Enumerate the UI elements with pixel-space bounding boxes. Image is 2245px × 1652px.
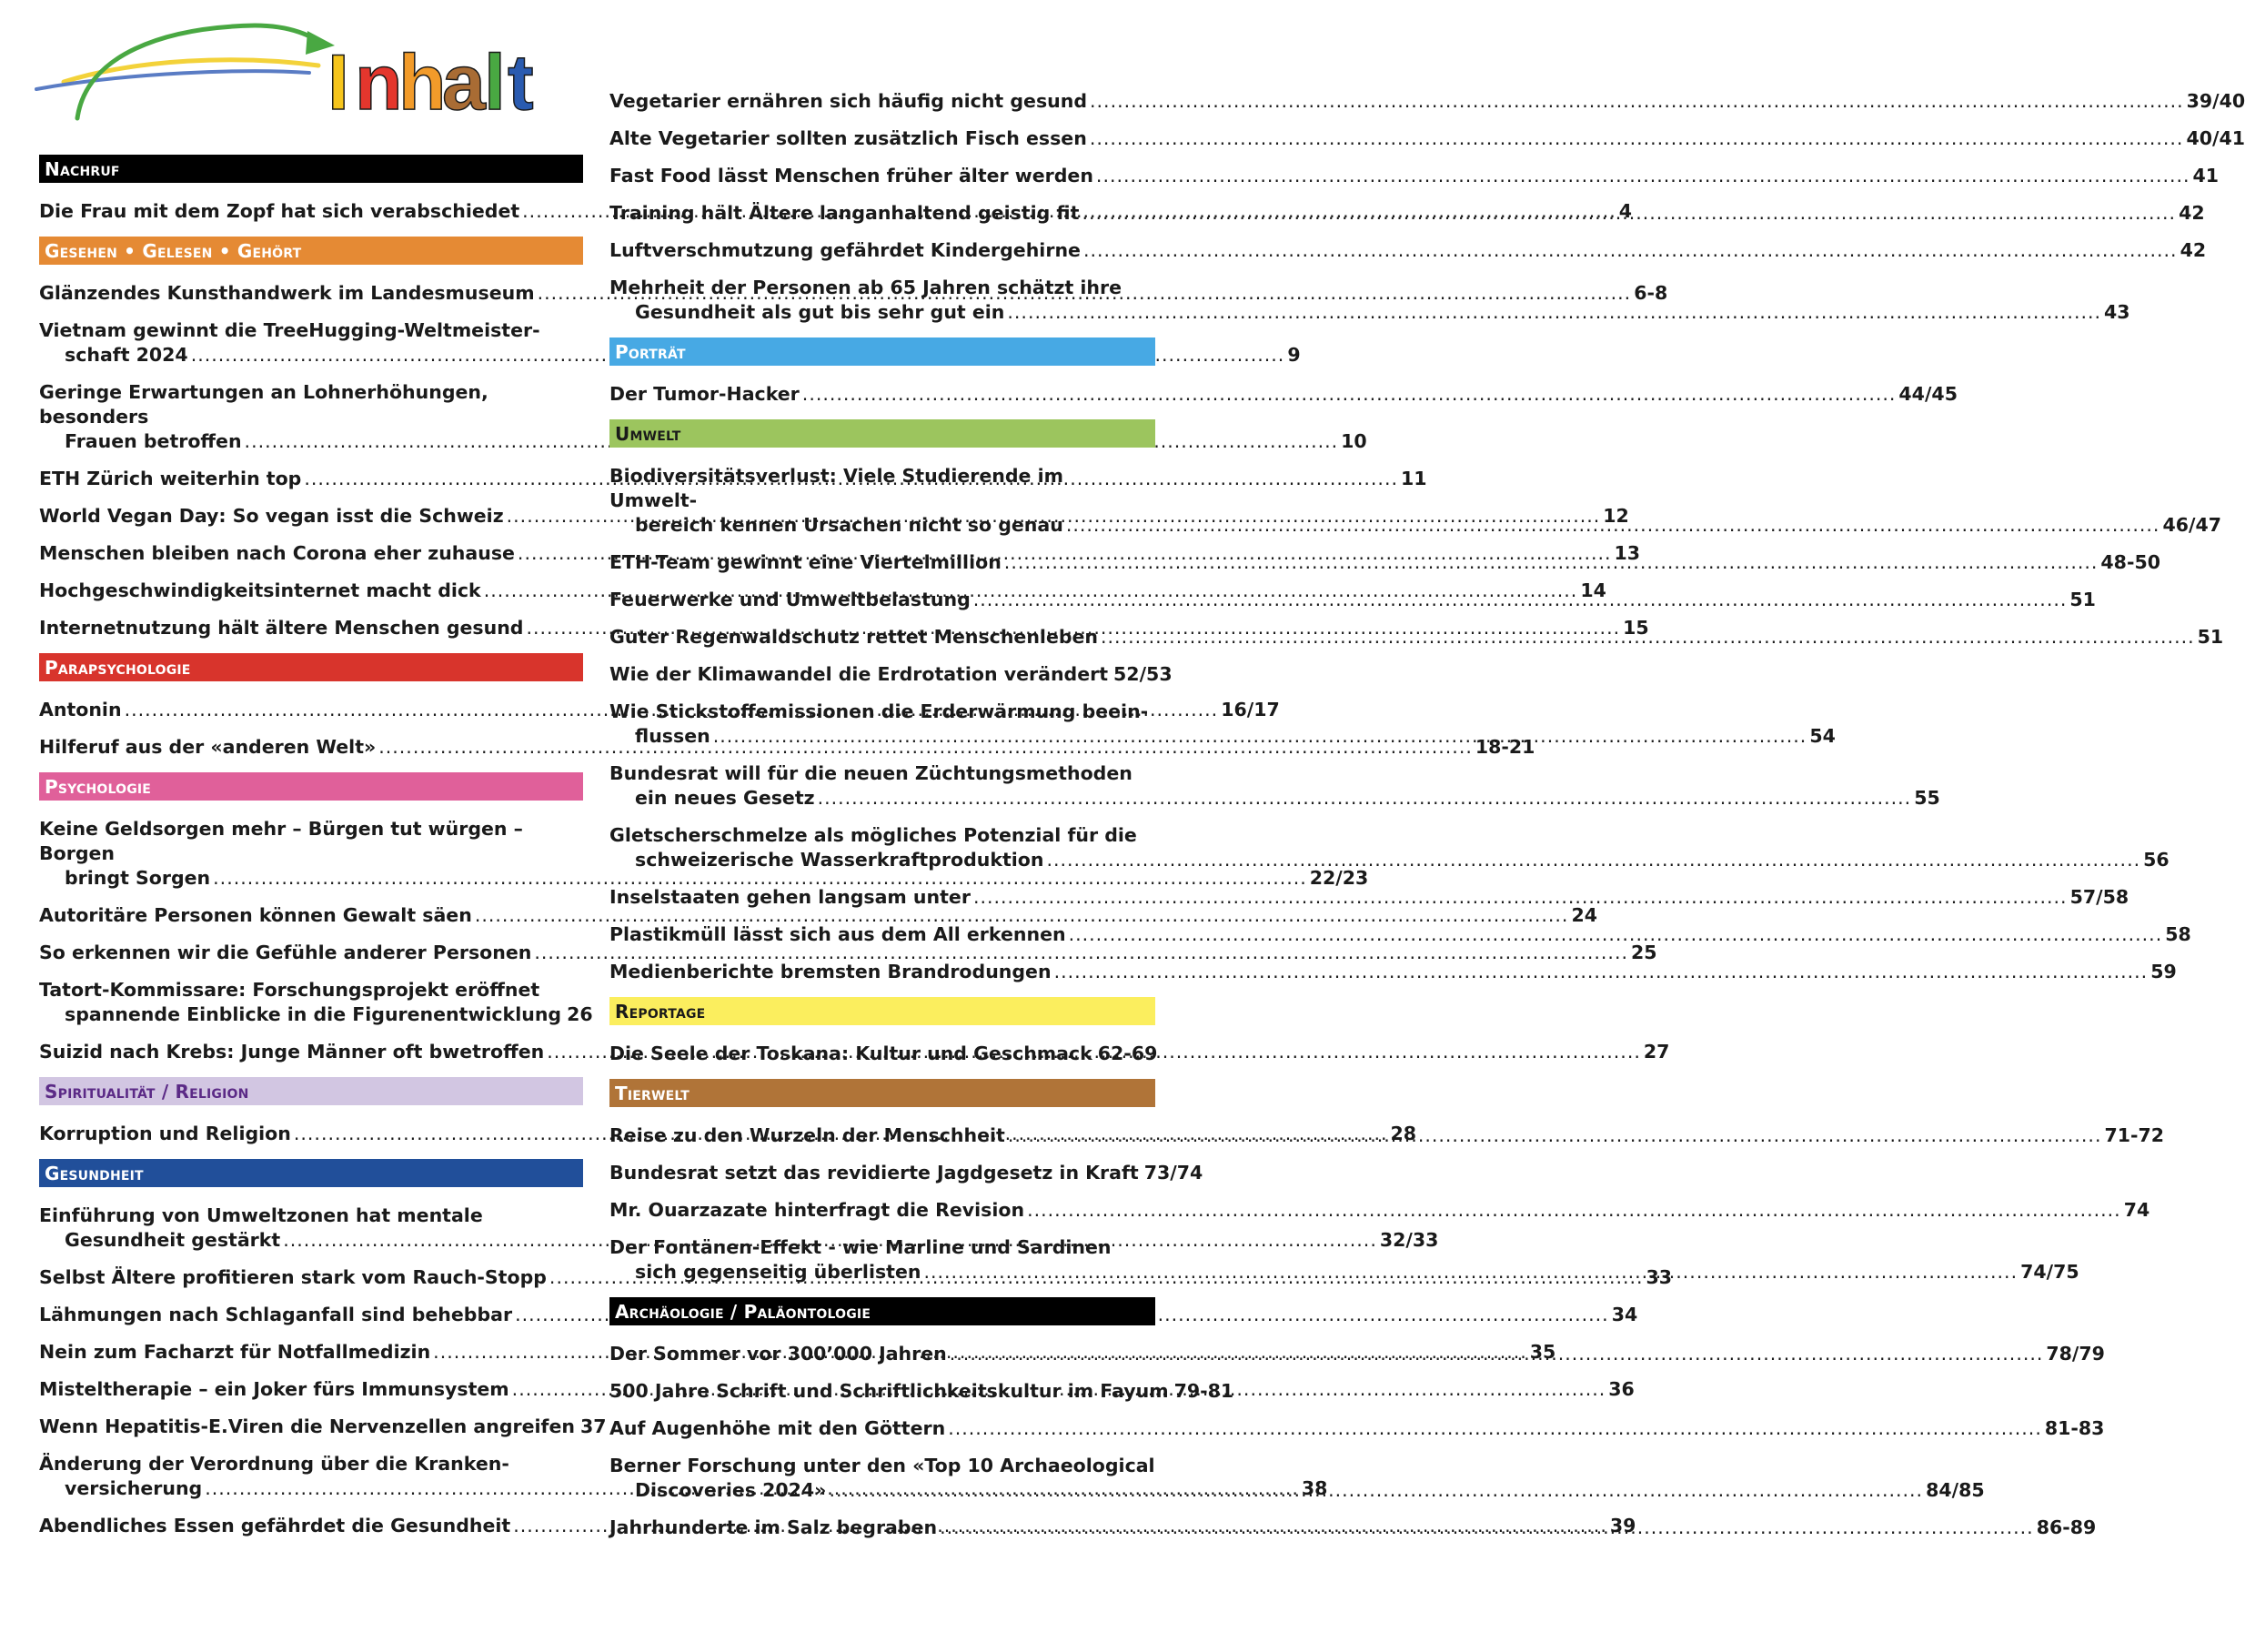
logo-letter-t: t [508, 39, 534, 126]
entry-title: Wie der Klimawandel die Erdrotation verändert [609, 663, 1109, 685]
entry-title: Antonin [39, 699, 122, 720]
entry-title: Inselstaaten gehen langsam unter [609, 886, 971, 908]
entry-page-number: 51 [2069, 589, 2096, 610]
toc-entry[interactable] [609, 1198, 2150, 1223]
entry-page-number: 11 [1400, 468, 1427, 489]
inhalt-logo [27, 18, 573, 127]
entry-title: Wenn Hepatitis-E.Viren die Nervenzellen angreifen [39, 1415, 575, 1437]
entry-title-line1: Änderung der Verordnung über die Kranken- [39, 1453, 509, 1475]
entry-page-number: 54 [1809, 725, 1836, 747]
entry-title: Autoritäre Personen können Gewalt säen [39, 904, 472, 926]
entry-title: Gesundheit als gut bis sehr gut ein [635, 301, 1005, 323]
entry-title: Luftverschmutzung gefährdet Kindergehirne [609, 239, 1081, 261]
toc-entry[interactable] [609, 662, 1173, 687]
entry-page-number: 55 [1914, 787, 1940, 809]
entry-page-number: 74/75 [2020, 1261, 2079, 1283]
entry-page-number: 24 [1571, 904, 1597, 926]
toc-entry[interactable] [609, 922, 2191, 947]
section-heading: Reportage [609, 997, 1155, 1025]
entry-page-number: 9 [1287, 344, 1301, 366]
entry-page-number: 22/23 [1309, 867, 1369, 889]
toc-entry[interactable] [609, 1379, 1234, 1404]
entry-title: Vegetarier ernähren sich häufig nicht gesund [609, 90, 1088, 112]
entry-page-number: 52/53 [1113, 663, 1173, 685]
entry-page-number: 15 [1623, 617, 1649, 639]
entry-page-number: 33 [1646, 1266, 1673, 1288]
entry-title: Gesundheit gestärkt [65, 1229, 281, 1251]
entry-title-line1: Biodiversitätsverlust: Viele Studierende im Umwelt- [609, 465, 1063, 511]
entry-page-number: 35 [1529, 1341, 1556, 1363]
dot-leader [923, 1260, 2018, 1284]
entry-title: Jahrhunderte im Salz begraben [609, 1516, 938, 1538]
dot-leader [1046, 848, 2140, 872]
toc-entry[interactable] [609, 761, 1940, 811]
entry-page-number: 81-83 [2044, 1417, 2105, 1439]
entry-title-line1: Gletscherschmelze als mögliches Potenzial für die [609, 824, 1137, 846]
entry-page-number: 71-72 [2104, 1124, 2165, 1146]
entry-title: Nein zum Facharzt für Notfallmedizin [39, 1341, 431, 1363]
entry-title: Menschen bleiben nach Corona eher zuhause [39, 542, 515, 564]
entry-page-number: 34 [1611, 1304, 1638, 1325]
entry-page-number: 32/33 [1379, 1229, 1439, 1251]
dot-leader [1083, 238, 2178, 263]
entry-page-number: 4 [1618, 200, 1633, 222]
entry-title: Medienberichte bremsten Brandrodungen [609, 961, 1052, 982]
entry-title-line1: Berner Forschung unter den «Top 10 Archaeological [609, 1455, 1155, 1476]
entry-page-number: 10 [1341, 430, 1367, 452]
entry-page-number: 37 [579, 1415, 607, 1437]
entry-page-number: 78/79 [2046, 1343, 2105, 1365]
entry-page-number: 39 [1609, 1515, 1636, 1536]
toc-entry[interactable] [609, 164, 2220, 188]
entry-page-number: 26 [567, 1003, 593, 1025]
entry-page-number: 28 [1390, 1123, 1417, 1144]
entry-title: Hilferuf aus der «anderen Welt» [39, 736, 377, 758]
dot-leader [948, 1416, 2042, 1441]
dot-leader [1090, 126, 2184, 151]
entry-title: schaft 2024 [65, 344, 188, 366]
entry-title: Lähmungen nach Schlaganfall sind behebbar [39, 1304, 513, 1325]
entry-title: Feuerwerke und Umweltbelastung [609, 589, 971, 610]
entry-page-number: 39/40 [2186, 90, 2245, 112]
entry-title: sich gegenseitig überlisten [635, 1261, 921, 1283]
toc-entry[interactable] [39, 1415, 607, 1439]
toc-entry[interactable] [609, 885, 2129, 910]
entry-page-number: 58 [2165, 923, 2191, 945]
entry-page-number: 12 [1603, 505, 1629, 527]
entry-title-line1: Mehrheit der Personen ab 65 Jahren schätzt ihre [609, 277, 1122, 298]
toc-entry[interactable] [609, 1416, 2105, 1441]
entry-title-line1: Tatort-Kommissare: Forschungsprojekt eröffnet [39, 979, 540, 1001]
dot-leader [1096, 164, 2190, 188]
entry-title: Mr. Ouarzazate hinterfragt die Revision [609, 1199, 1025, 1221]
toc-entry[interactable] [609, 823, 2169, 872]
toc-entry[interactable] [609, 201, 2205, 226]
dot-leader [802, 382, 1897, 407]
entry-title: Hochgeschwindigkeitsinternet macht dick [39, 579, 481, 601]
logo-letter-n: n [355, 39, 403, 126]
entry-page-number: 13 [1614, 542, 1641, 564]
entry-page-number: 73/74 [1143, 1162, 1203, 1184]
logo-letter-h: h [398, 39, 447, 126]
entry-title: So erkennen wir die Gefühle anderer Personen [39, 942, 532, 963]
dot-leader [1066, 513, 2160, 538]
entry-page-number: 48-50 [2100, 551, 2160, 573]
entry-title-line1: Keine Geldsorgen mehr – Bürgen tut würgen – Borgen [39, 818, 523, 864]
entry-page-number: 16/17 [1221, 699, 1280, 720]
entry-page-number: 51 [2197, 626, 2224, 648]
section-heading: Psychologie [39, 772, 583, 801]
entry-title-line1: Der Fontänen-Effekt - wie Marline und Sardinen [609, 1236, 1112, 1258]
entry-title: Training hält Ältere langanhaltend geistig fit [609, 202, 1080, 224]
toc-entry[interactable] [39, 978, 593, 1027]
toc-entry[interactable] [609, 382, 1958, 407]
entry-page-number: 40/41 [2186, 127, 2245, 149]
entry-title: bringt Sorgen [65, 867, 211, 889]
toc-entry[interactable] [39, 941, 1657, 965]
dot-leader [713, 724, 1807, 749]
entry-title: World Vegan Day: So vegan isst die Schweiz [39, 505, 504, 527]
logo-letter-a: a [442, 39, 486, 126]
section-heading: Nachruf [39, 155, 583, 183]
entry-page-number: 42 [2180, 239, 2207, 261]
entry-title: ETH Zürich weiterhin top [39, 468, 302, 489]
toc-section-reportage [609, 997, 1158, 1066]
entry-page-number: 56 [2143, 849, 2169, 871]
entry-title: Bundesrat setzt das revidierte Jagdgesetz in Kraft [609, 1162, 1139, 1184]
entry-title: bereich kennen Ursachen nicht so genau [635, 514, 1063, 536]
entry-title: 500 Jahre Schrift und Schriftlichkeitskultur im Fayum [609, 1380, 1169, 1402]
entry-title: ETH-Team gewinnt eine Viertelmillion [609, 551, 1002, 573]
dot-leader [829, 1478, 1923, 1503]
entry-title: schweizerische Wasserkraftproduktion [635, 849, 1044, 871]
entry-page-number: 84/85 [1926, 1479, 1985, 1501]
entry-title: Korruption und Religion [39, 1123, 291, 1144]
entry-title-line1: Einführung von Umweltzonen hat mentale [39, 1204, 483, 1226]
section-heading: Spiritualität / Religion [39, 1077, 583, 1105]
section-heading: Gesundheit [39, 1159, 583, 1187]
toc-entry[interactable] [39, 903, 1597, 928]
entry-title: Guter Regenwaldschutz rettet Menschenleben [609, 626, 1099, 648]
entry-title: Die Seele der Toskana: Kultur und Geschmack [609, 1043, 1092, 1064]
dot-leader [1008, 1123, 2102, 1148]
entry-title: Auf Augenhöhe mit den Göttern [609, 1417, 946, 1439]
entry-page-number: 74 [2123, 1199, 2150, 1221]
toc-entry[interactable] [609, 89, 2245, 114]
section-heading: Parapsychologie [39, 653, 583, 681]
entry-title: spannende Einblicke in die Figurenentwicklung [65, 1003, 562, 1025]
dot-leader [818, 786, 1912, 811]
entry-title: Internetnutzung hält ältere Menschen gesund [39, 617, 524, 639]
entry-page-number: 43 [2104, 301, 2130, 323]
toc-entry[interactable] [609, 126, 2245, 151]
dot-leader [950, 1342, 2044, 1366]
section-heading: Umwelt [609, 419, 1155, 448]
dot-leader [1004, 550, 2099, 575]
entry-title: Plastikmüll lässt sich aus dem All erkennen [609, 923, 1066, 945]
dot-leader [1007, 300, 2101, 325]
entry-page-number: 25 [1630, 942, 1657, 963]
dot-leader [1027, 1198, 2121, 1223]
entry-page-number: 86-89 [2036, 1516, 2097, 1538]
section-heading: Porträt [609, 337, 1155, 366]
entry-title-line1: Wie Stickstoffemissionen die Erderwärmung beein- [609, 700, 1149, 722]
entry-title: Glänzendes Kunsthandwerk im Landesmuseum [39, 282, 535, 304]
toc-entry[interactable] [609, 1042, 1158, 1066]
entry-page-number: 41 [2192, 165, 2220, 186]
entry-title: Discoveries 2024» [635, 1479, 827, 1501]
entry-page-number: 79-81 [1173, 1380, 1234, 1402]
dot-leader [1101, 625, 2195, 650]
entry-title: Selbst Ältere profitieren stark vom Rauch-Stopp [39, 1266, 547, 1288]
dot-leader [973, 885, 2068, 910]
entry-page-number: 27 [1643, 1041, 1670, 1063]
logo-letter-i: I [327, 39, 349, 126]
entry-page-number: 14 [1580, 579, 1606, 601]
entry-page-number: 46/47 [2162, 514, 2221, 536]
entry-page-number: 57/58 [2069, 886, 2129, 908]
dot-leader [1090, 89, 2184, 114]
entry-title-line1: Vietnam gewinnt die TreeHugging-Weltmeister- [39, 319, 540, 341]
logo-letter-l: l [484, 39, 506, 126]
section-heading: Tierwelt [609, 1079, 1155, 1107]
entry-title: Reise zu den Wurzeln der Menschheit [609, 1124, 1005, 1146]
dot-leader [1082, 201, 2176, 226]
entry-page-number: 44/45 [1898, 383, 1958, 405]
dot-leader [1069, 922, 2163, 947]
entry-page-number: 6-8 [1634, 282, 1668, 304]
entry-title: Der Sommer vor 300’000 Jahren [609, 1343, 947, 1365]
toc-entry[interactable] [609, 1161, 1203, 1185]
entry-title: ein neues Gesetz [635, 787, 815, 809]
entry-title: Fast Food lässt Menschen früher älter werden [609, 165, 1093, 186]
entry-title-line1: Bundesrat will für die neuen Züchtungsmethoden [609, 762, 1133, 784]
toc-section-portrat [609, 337, 1958, 407]
entry-title: versicherung [65, 1477, 203, 1499]
entry-page-number: 62-69 [1097, 1043, 1158, 1064]
dot-leader [973, 588, 2068, 612]
entry-title: Suizid nach Krebs: Junge Männer oft bwetroffen [39, 1041, 545, 1063]
entry-title: Frauen betroffen [65, 430, 242, 452]
entry-title: Alte Vegetarier sollten zusätzlich Fisch essen [609, 127, 1087, 149]
entry-title: flussen [635, 725, 710, 747]
entry-page-number: 59 [2150, 961, 2177, 982]
toc-entry[interactable] [609, 960, 2177, 984]
entry-title: Abendliches Essen gefährdet die Gesundheit [39, 1515, 511, 1536]
entry-page-number: 42 [2179, 202, 2205, 224]
entry-title: Misteltherapie – ein Joker fürs Immunsystem [39, 1378, 509, 1400]
entry-title: Der Tumor-Hacker [609, 383, 800, 405]
entry-page-number: 36 [1608, 1378, 1635, 1400]
entry-title-line1: Geringe Erwartungen an Lohnerhöhungen, besonders [39, 381, 488, 428]
section-heading: Gesehen • Gelesen • Gehört [39, 237, 583, 265]
dot-leader [1054, 960, 2149, 984]
entry-page-number: 18-21 [1475, 736, 1535, 758]
toc-entry[interactable] [609, 238, 2207, 263]
entry-title: Die Frau mit dem Zopf hat sich verabschiedet [39, 200, 520, 222]
section-heading: Archäologie / Paläontologie [609, 1297, 1155, 1325]
dot-leader [940, 1516, 2034, 1540]
entry-page-number: 38 [1301, 1477, 1328, 1499]
